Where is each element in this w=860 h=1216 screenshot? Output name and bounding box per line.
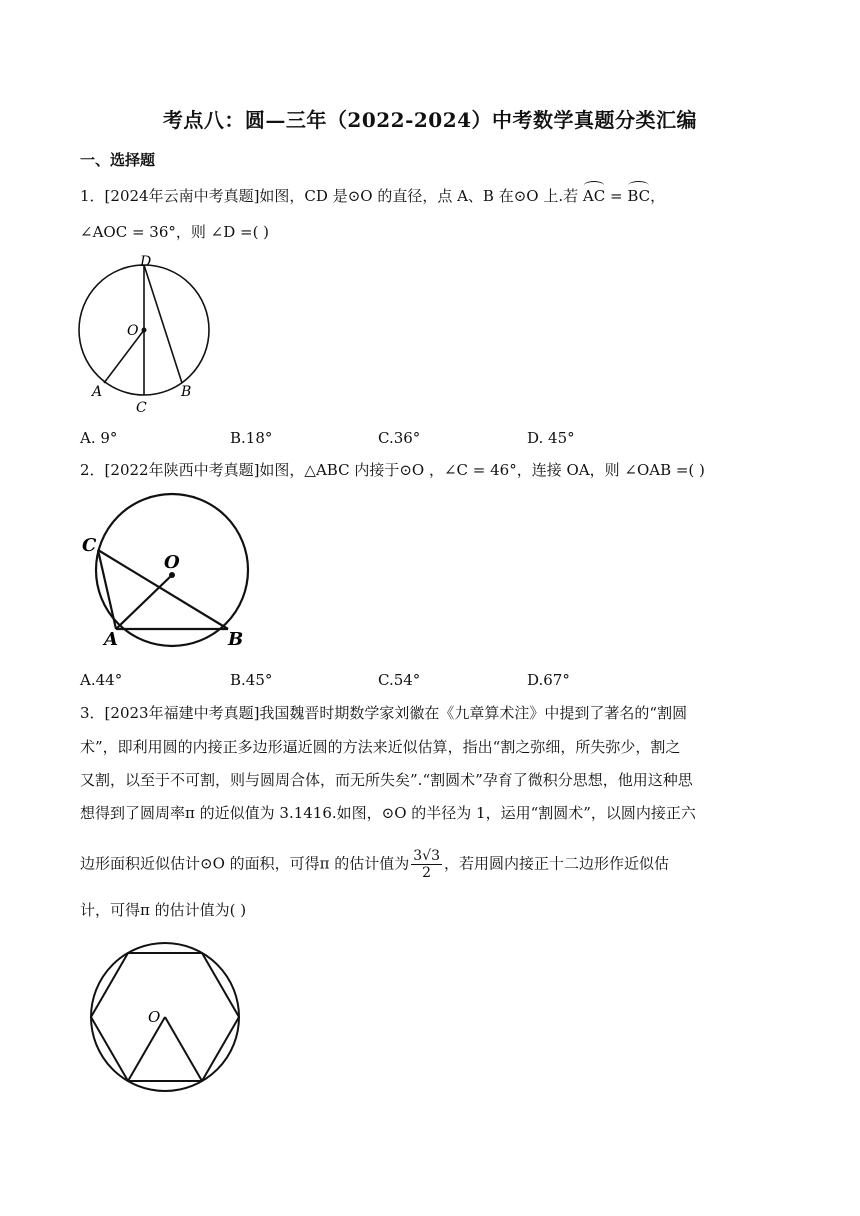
- q1-text-end: ，: [650, 187, 666, 205]
- arc-ac: AC: [582, 187, 606, 205]
- q2-options: [80, 671, 720, 691]
- q1-line-2: ∠AOC = 36°，则 ∠D =( ): [80, 223, 270, 241]
- q2-line-1: 2．[2022年陕西中考真题]如图，△ABC 内接于⊙O ，∠C = 46°，连接 OA，则 ∠OAB =( ): [80, 461, 705, 479]
- q1-option-c[interactable]: C.36°: [378, 429, 421, 447]
- q1-label-o: O: [127, 323, 139, 339]
- q3-line-5-end: ，若用圆内接正十二边形作近似估: [444, 854, 670, 873]
- q1-label-a: A: [92, 384, 103, 400]
- q1-eq: =: [605, 187, 628, 205]
- q3-line-5-text: 边形面积近似估计⊙O 的面积，可得π 的估计值为: [80, 854, 410, 873]
- q1-option-b[interactable]: B.18°: [230, 429, 273, 447]
- q2-option-c[interactable]: C.54°: [378, 671, 421, 689]
- q2-label-o: O: [164, 552, 180, 573]
- q3-label-o: O: [148, 1008, 161, 1026]
- q1-center-dot: [142, 328, 147, 333]
- q3-line-6: 计，可得π 的估计值为( ): [80, 901, 247, 919]
- fraction-numerator: 3√3: [413, 848, 441, 864]
- fraction-denominator: 2: [422, 865, 432, 881]
- q2-segment-ca: [98, 550, 116, 629]
- q1-figure: [70, 250, 220, 420]
- section-heading: 一、选择题: [80, 151, 156, 169]
- q3-line-1: 3．[2023年福建中考真题]我国魏晋时期数学家刘徽在《九章算术注》中提到了著名的“割圆: [80, 704, 688, 722]
- fraction-3root3-over-2: [411, 848, 442, 881]
- q3-line-4: 想得到了圆周率π 的近似值为 3.1416.如图，⊙O 的半径为 1，运用“割圆术”，以圆内接正六: [80, 804, 696, 822]
- q3-line-5: [80, 848, 669, 881]
- q2-segment-cb: [98, 550, 228, 629]
- q1-options: [80, 429, 720, 449]
- q1-option-a[interactable]: A. 9°: [80, 429, 118, 447]
- q2-figure: [78, 490, 258, 655]
- q1-option-d[interactable]: D. 45°: [527, 429, 575, 447]
- q1-label-b: B: [181, 384, 192, 400]
- q1-label-d: D: [140, 254, 152, 270]
- q1-label-c: C: [136, 400, 147, 416]
- q2-option-b[interactable]: B.45°: [230, 671, 273, 689]
- q2-option-a[interactable]: A.44°: [80, 671, 123, 689]
- arc-bc: BC: [627, 187, 651, 205]
- q2-segment-oa: [116, 575, 172, 629]
- q1-text: 1．[2024年云南中考真题]如图，CD 是⊙O 的直径，点 A、B 在⊙O 上.若: [80, 187, 583, 205]
- q3-radius-left: [128, 1017, 165, 1081]
- q3-radius-right: [165, 1017, 202, 1081]
- q1-line-1: [80, 186, 665, 206]
- q2-option-d[interactable]: D.67°: [527, 671, 570, 689]
- q1-segment-db: [144, 265, 182, 383]
- q2-label-b: B: [228, 629, 244, 650]
- q2-label-a: A: [104, 629, 118, 650]
- q3-line-3: 又割，以至于不可割，则与圆周合体，而无所失矣”.“割圆术”孕育了微积分思想，他用这种思: [80, 771, 693, 789]
- q3-figure: [85, 940, 250, 1095]
- q2-label-c: C: [82, 535, 97, 556]
- q3-line-2: 术”，即利用圆的内接正多边形逼近圆的方法来近似估算，指出“割之弥细，所失弥少，割之: [80, 738, 681, 756]
- page-title: 考点八：圆—三年（2022-2024）中考数学真题分类汇编: [162, 108, 698, 132]
